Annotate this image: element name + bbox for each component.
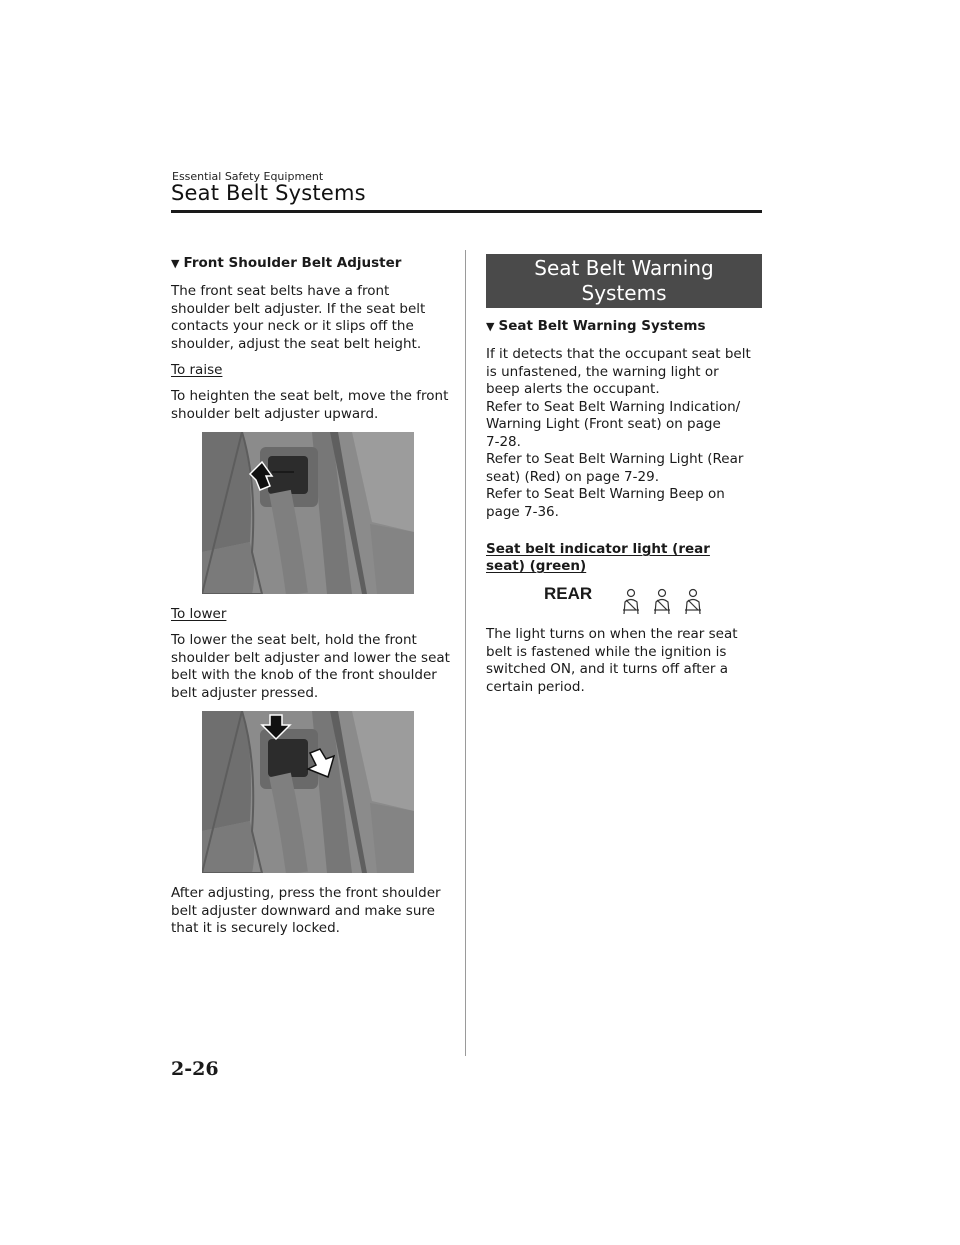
- left-column: [171, 254, 451, 947]
- raise-label: To raise: [171, 362, 223, 378]
- line: If it detects that the occupant seat belt: [486, 346, 751, 362]
- line: Refer to Seat Belt Warning Light (Rear: [486, 451, 744, 467]
- raise-illustration: [202, 432, 414, 594]
- triangle-marker-icon: ▼: [171, 257, 180, 270]
- rear-label: REAR: [544, 584, 593, 603]
- line: Refer to Seat Belt Warning Indication/: [486, 398, 741, 415]
- banner-line-2: Systems: [581, 281, 667, 305]
- after-paragraph: After adjusting, press the front shoulder belt adjuster downward and make sure that it is securely locked.: [171, 885, 441, 936]
- section-heading-adjuster: [171, 254, 451, 273]
- indicator-heading: Seat belt indicator light (rear seat) (green): [486, 541, 710, 574]
- lower-label: To lower: [171, 606, 227, 622]
- raise-paragraph: To heighten the seat belt, move the front shoulder belt adjuster upward.: [171, 388, 449, 422]
- lower-illustration: [202, 711, 414, 873]
- title-rule: [171, 210, 762, 213]
- line: Warning Light (Front seat) on page: [486, 416, 721, 432]
- seat-belt-icon: [618, 588, 644, 616]
- rear-indicator-graphic: [486, 584, 766, 622]
- lower-paragraph: To lower the seat belt, hold the front shoulder belt adjuster and lower the seat belt with the knob of the front shoulder belt adjuster pressed.: [171, 632, 450, 701]
- heading-text: Front Shoulder Belt Adjuster: [183, 255, 402, 271]
- section-banner: [486, 254, 762, 308]
- line: beep alerts the occupant.: [486, 381, 660, 397]
- seat-belt-icon: [680, 588, 706, 616]
- line: page 7-36.: [486, 503, 559, 520]
- page-number: 2-26: [171, 1058, 219, 1080]
- page-title: Seat Belt Systems: [171, 181, 366, 205]
- line: seat) (Red) on page 7-29.: [486, 468, 659, 485]
- intro-paragraph: The front seat belts have a front shoulder belt adjuster. If the seat belt contacts your neck or it slips off the shoulder, adjust the seat belt height.: [171, 283, 426, 352]
- column-divider: [465, 250, 466, 1056]
- seat-belt-icon: [649, 588, 675, 616]
- line: 7-28.: [486, 433, 521, 450]
- triangle-marker-icon: ▼: [486, 320, 495, 333]
- right-column: [486, 254, 766, 705]
- banner-line-1: Seat Belt Warning: [534, 256, 714, 280]
- line: is unfastened, the warning light or: [486, 363, 719, 380]
- indicator-paragraph: The light turns on when the rear seat belt is fastened while the ignition is switched ON, and it turns off after a certain period.: [486, 626, 738, 695]
- line: Refer to Seat Belt Warning Beep on: [486, 486, 725, 502]
- heading-text: Seat Belt Warning Systems: [498, 318, 706, 334]
- section-heading-warning: [486, 317, 766, 336]
- warning-paragraph: [486, 346, 766, 521]
- breadcrumb: Essential Safety Equipment: [172, 170, 324, 183]
